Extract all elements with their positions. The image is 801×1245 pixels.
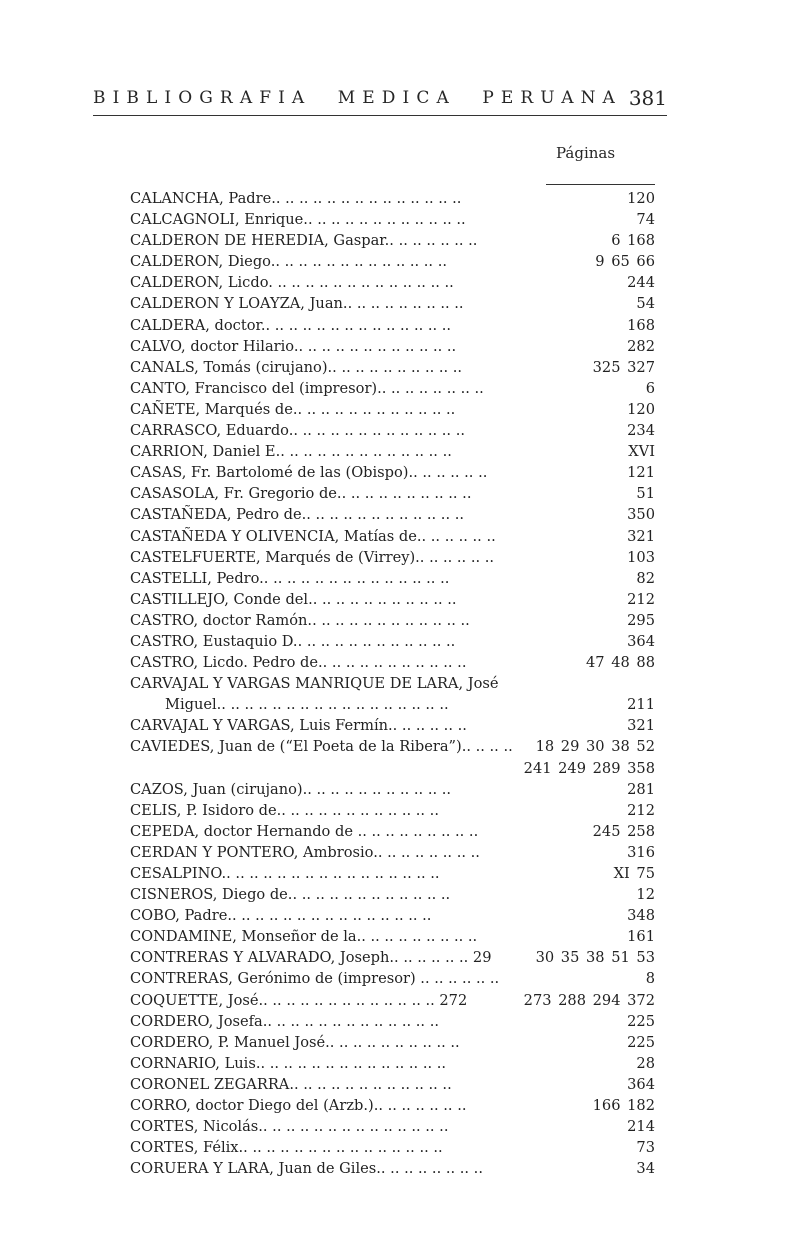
- entry-name: CASTRO, doctor Ramón.. .. .. .. .. .. .. .. .. .. .. ..: [130, 611, 470, 629]
- entry-pages: 212: [627, 590, 655, 608]
- index-entry: [130, 378, 655, 399]
- entry-pages: 28: [636, 1054, 655, 1072]
- entry-pages: 168: [627, 316, 655, 334]
- entry-name: CASASOLA, Fr. Gregorio de.. .. .. .. .. .. .. .. .. ..: [130, 485, 472, 503]
- entry-name: CAVIEDES, Juan de (“El Poeta de la Ribera”).. .. .. ..: [130, 738, 513, 756]
- index-entry: [130, 715, 655, 736]
- entry-pages: 241 249 289 358: [523, 759, 655, 777]
- entry-pages: 120: [627, 190, 655, 207]
- entry-pages: 348: [627, 907, 655, 925]
- entry-name: CALANCHA, Padre.. .. .. .. .. .. .. .. .. .. .. .. .. ..: [130, 190, 462, 207]
- entry-name: CARRASCO, Eduardo.. .. .. .. .. .. .. .. .. .. .. .. ..: [130, 422, 465, 440]
- index-entry: [130, 1032, 655, 1053]
- entry-pages: 245 258: [592, 822, 655, 840]
- entry-pages: 121: [627, 464, 655, 482]
- entry-name: CONTRERAS Y ALVARADO, Joseph.. .. .. .. .. .. 29: [130, 949, 492, 967]
- entry-pages: 225: [627, 1033, 655, 1051]
- entry-name: CASTELLI, Pedro.. .. .. .. .. .. .. .. .. .. .. .. .. ..: [130, 569, 450, 587]
- index-entry: [130, 441, 655, 462]
- entry-pages: 364: [627, 632, 655, 650]
- entry-pages: XVI: [628, 443, 655, 461]
- entry-pages: 212: [627, 801, 655, 819]
- entry-name: CARVAJAL Y VARGAS MANRIQUE DE LARA, José: [130, 675, 499, 693]
- index-entry: [130, 568, 655, 589]
- entry-name: CASAS, Fr. Bartolomé de las (Obispo).. .. .. .. .. ..: [130, 464, 488, 482]
- index-entry: [130, 968, 655, 989]
- running-title: BIBLIOGRAFIA MEDICA PERUANA: [93, 88, 622, 108]
- entry-pages: 120: [627, 400, 655, 418]
- entry-pages: 51: [636, 485, 655, 503]
- entry-pages: 47 48 88: [586, 654, 655, 672]
- index-entry: [130, 230, 655, 251]
- entry-name: CASTRO, Licdo. Pedro de.. .. .. .. .. .. .. .. .. .. ..: [130, 654, 467, 672]
- entry-pages: 234: [627, 422, 655, 440]
- index-entry: [130, 315, 655, 336]
- index-entry: [130, 694, 655, 715]
- column-header-pages: Páginas: [556, 144, 616, 162]
- index-entry: [130, 547, 655, 568]
- entry-name: CALDERA, doctor.. .. .. .. .. .. .. .. .. .. .. .. .. ..: [130, 316, 452, 334]
- entry-pages: 34: [636, 1160, 655, 1178]
- entry-name: CARRION, Daniel E.. .. .. .. .. .. .. .. .. .. .. .. ..: [130, 443, 452, 461]
- entry-name: CERDAN Y PONTERO, Ambrosio.. .. .. .. .. .. .. ..: [130, 843, 480, 861]
- entry-pages: 316: [627, 843, 655, 861]
- entry-pages: 321: [627, 527, 655, 545]
- index-entry: [130, 1116, 655, 1137]
- index-entry: [130, 1137, 655, 1158]
- entry-pages: 161: [627, 928, 655, 946]
- entry-name: CANALS, Tomás (cirujano).. .. .. .. .. .. .. .. .. ..: [130, 358, 463, 376]
- entry-pages: 82: [636, 569, 655, 587]
- entry-pages: 74: [636, 211, 655, 229]
- index-entry: [130, 863, 655, 884]
- entry-name: CAÑETE, Marqués de.. .. .. .. .. .. .. .. .. .. .. ..: [130, 400, 456, 418]
- index-entry: [130, 1011, 655, 1032]
- index-entry: [130, 652, 655, 673]
- index-entry: [130, 399, 655, 420]
- index-entry: [130, 1053, 655, 1074]
- index-entry: [130, 990, 655, 1011]
- entry-name: CAZOS, Juan (cirujano).. .. .. .. .. .. .. .. .. .. ..: [130, 780, 452, 798]
- index-entry: [130, 631, 655, 652]
- entry-name: CASTELFUERTE, Marqués de (Virrey).. .. .. .. .. ..: [130, 548, 495, 566]
- entry-name: CALVO, doctor Hilario.. .. .. .. .. .. .. .. .. .. .. ..: [130, 337, 457, 355]
- index-entry: [130, 947, 655, 968]
- index-entry: [130, 758, 655, 779]
- header-rule: [93, 115, 667, 116]
- entry-name: CORTES, Félix.. .. .. .. .. .. .. .. .. .. .. .. .. .. ..: [130, 1139, 443, 1157]
- entry-name: CASTAÑEDA Y OLIVENCIA, Matías de.. .. .. .. .. ..: [130, 527, 496, 545]
- entry-name: CORDERO, P. Manuel José.. .. .. .. .. .. .. .. .. ..: [130, 1033, 460, 1051]
- entry-pages: 12: [636, 886, 655, 904]
- entry-name: COBO, Padre.. .. .. .. .. .. .. .. .. .. .. .. .. .. ..: [130, 907, 432, 925]
- entry-pages: 282: [627, 337, 655, 355]
- entry-pages: 364: [627, 1075, 655, 1093]
- entry-name: CESALPINO.. .. .. .. .. .. .. .. .. .. .. .. .. .. .. ..: [130, 865, 440, 882]
- entry-name-continuation: Miguel.. .. .. .. .. .. .. .. .. .. .. .. .. .. .. .. ..: [165, 696, 449, 714]
- entry-name: CARVAJAL Y VARGAS, Luis Fermín.. .. .. .. .. ..: [130, 717, 467, 735]
- index-entry: [130, 1095, 655, 1116]
- entry-name: CELIS, P. Isidoro de.. .. .. .. .. .. .. .. .. .. .. ..: [130, 801, 439, 819]
- entry-name: CORNARIO, Luis.. .. .. .. .. .. .. .. .. .. .. .. .. ..: [130, 1054, 447, 1072]
- entry-pages: 244: [627, 274, 655, 292]
- entry-pages: 321: [627, 717, 655, 735]
- index-entry: [130, 526, 655, 547]
- index-entry: [130, 504, 655, 525]
- entry-name: CORDERO, Josefa.. .. .. .. .. .. .. .. .. .. .. .. ..: [130, 1012, 439, 1030]
- index-entry: [130, 1074, 655, 1095]
- index-entry: [130, 610, 655, 631]
- index-entry: [130, 736, 655, 757]
- entry-pages: 214: [627, 1118, 655, 1136]
- entry-name: CALCAGNOLI, Enrique.. .. .. .. .. .. .. .. .. .. .. ..: [130, 211, 466, 229]
- entry-pages: 30 35 38 51 53: [535, 949, 655, 967]
- entry-name: COQUETTE, José.. .. .. .. .. .. .. .. .. .. .. .. .. 272: [130, 991, 468, 1009]
- entry-name: CORONEL ZEGARRA.. .. .. .. .. .. .. .. .. .. .. ..: [130, 1075, 452, 1093]
- index-entry: [130, 483, 655, 504]
- page-number: 381: [628, 86, 667, 110]
- entry-pages: XI 75: [613, 865, 655, 882]
- index-entry: [130, 272, 655, 293]
- index-entry: [130, 462, 655, 483]
- entry-pages: 8: [645, 970, 655, 988]
- index-entry: [130, 779, 655, 800]
- column-header-rule: [546, 184, 655, 185]
- entry-name: CASTILLEJO, Conde del.. .. .. .. .. .. .. .. .. .. ..: [130, 590, 457, 608]
- page-header: [93, 88, 667, 112]
- entry-pages: 6: [645, 379, 655, 397]
- entry-pages: 73: [636, 1139, 655, 1157]
- index-entry: [130, 293, 655, 314]
- entry-name: CALDERON, Diego.. .. .. .. .. .. .. .. .. .. .. .. ..: [130, 253, 447, 271]
- index-entry: [130, 589, 655, 610]
- index-entries: [130, 188, 655, 1179]
- index-entry: [130, 884, 655, 905]
- entry-pages: 281: [627, 780, 655, 798]
- entry-name: CALDERON DE HEREDIA, Gaspar.. .. .. .. .. .. ..: [130, 232, 478, 250]
- entry-name: CEPEDA, doctor Hernando de .. .. .. .. .. .. .. .. ..: [130, 822, 479, 840]
- entry-name: CASTAÑEDA, Pedro de.. .. .. .. .. .. .. .. .. .. .. ..: [130, 506, 465, 524]
- entry-pages: 18 29 30 38 52: [535, 738, 655, 756]
- entry-pages: 6 168: [611, 232, 655, 250]
- entry-pages: 211: [627, 696, 655, 714]
- entry-pages: 350: [627, 506, 655, 524]
- entry-name: CANTO, Francisco del (impresor).. .. .. .. .. .. .. ..: [130, 379, 484, 397]
- index-entry: [130, 1158, 655, 1179]
- entry-pages: 325 327: [592, 358, 655, 376]
- index-entry: [130, 926, 655, 947]
- index-entry: [130, 842, 655, 863]
- index-entry: [130, 188, 655, 209]
- index-entry: [130, 420, 655, 441]
- entry-name: CALDERON, Licdo. .. .. .. .. .. .. .. .. .. .. .. .. ..: [130, 274, 454, 292]
- entry-name: CALDERON Y LOAYZA, Juan.. .. .. .. .. .. .. .. ..: [130, 295, 464, 313]
- entry-pages: 225: [627, 1012, 655, 1030]
- entry-name: CORRO, doctor Diego del (Arzb.).. .. .. .. .. .. ..: [130, 1097, 467, 1115]
- index-entry: [130, 357, 655, 378]
- index-entry: [130, 800, 655, 821]
- entry-pages: 166 182: [592, 1097, 655, 1115]
- index-entry: [130, 821, 655, 842]
- entry-name: CISNEROS, Diego de.. .. .. .. .. .. .. .. .. .. .. ..: [130, 886, 451, 904]
- entry-pages: 9 65 66: [595, 253, 655, 271]
- entry-name: CORTES, Nicolás.. .. .. .. .. .. .. .. .. .. .. .. .. ..: [130, 1118, 449, 1136]
- entry-name: CORUERA Y LARA, Juan de Giles.. .. .. .. .. .. .. ..: [130, 1160, 483, 1178]
- entry-pages: 103: [627, 548, 655, 566]
- entry-pages: 273 288 294 372: [523, 991, 655, 1009]
- index-entry: [130, 905, 655, 926]
- entry-pages: 54: [636, 295, 655, 313]
- index-entry: [130, 251, 655, 272]
- index-entry: [130, 673, 655, 694]
- entry-name: CASTRO, Eustaquio D.. .. .. .. .. .. .. .. .. .. .. ..: [130, 632, 456, 650]
- entry-name: CONTRERAS, Gerónimo de (impresor) .. .. .. .. .. ..: [130, 970, 500, 988]
- entry-pages: 295: [627, 611, 655, 629]
- index-entry: [130, 209, 655, 230]
- index-entry: [130, 336, 655, 357]
- entry-name: CONDAMINE, Monseñor de la.. .. .. .. .. .. .. .. ..: [130, 928, 478, 946]
